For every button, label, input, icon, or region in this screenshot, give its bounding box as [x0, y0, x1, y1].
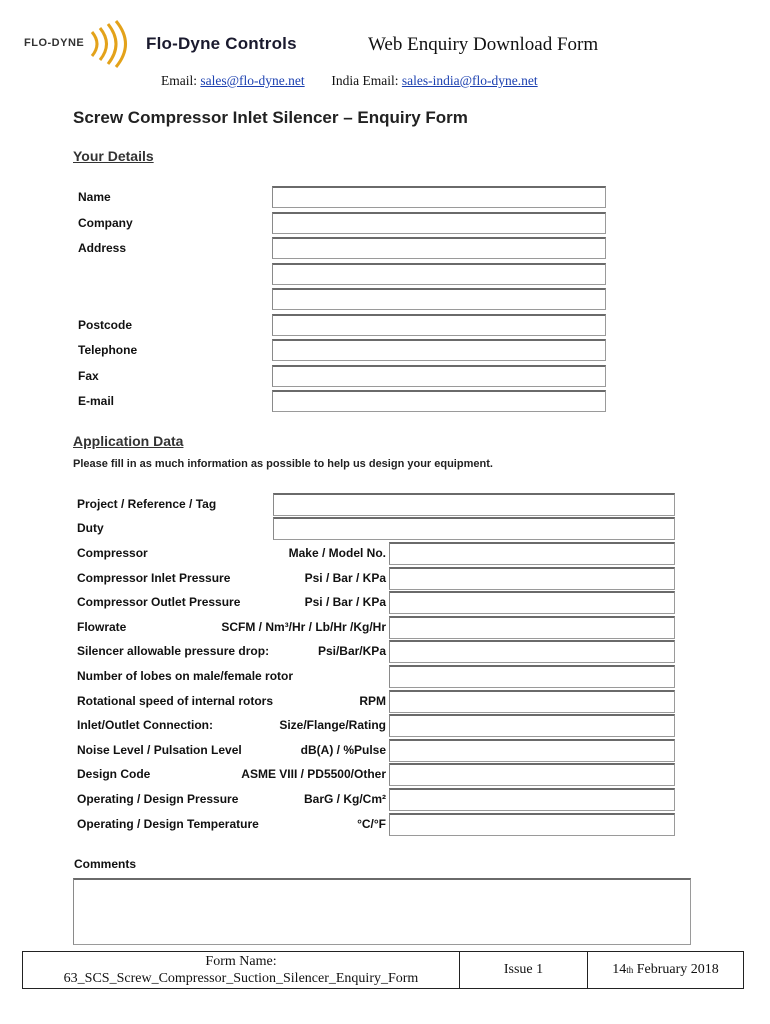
- fax-label: Fax: [78, 369, 99, 383]
- project-input[interactable]: [273, 493, 675, 516]
- telephone-label: Telephone: [78, 343, 138, 357]
- app-row-unit: °C/°F: [357, 817, 386, 831]
- issue-cell: Issue 1: [460, 952, 588, 988]
- email-field-label: E-mail: [78, 394, 115, 408]
- email-input[interactable]: [272, 390, 606, 412]
- app-row-input[interactable]: [389, 665, 675, 688]
- app-row-input[interactable]: [389, 714, 675, 737]
- app-row-input[interactable]: [389, 788, 675, 811]
- app-row-label: Flowrate: [77, 620, 127, 634]
- app-row-unit: RPM: [359, 694, 386, 708]
- address-label: Address: [78, 241, 127, 255]
- app-row-unit: Psi / Bar / KPa: [304, 571, 386, 585]
- app-row-input[interactable]: [389, 690, 675, 713]
- your-details-heading: Your Details: [73, 148, 154, 164]
- app-row-input[interactable]: [389, 591, 675, 614]
- app-row-label: Operating / Design Temperature: [77, 817, 259, 831]
- app-row-input[interactable]: [389, 739, 675, 762]
- app-row-unit: Psi/Bar/KPa: [317, 644, 386, 658]
- app-row-unit: dB(A) / %Pulse: [300, 743, 386, 757]
- address-input-line-3[interactable]: [272, 288, 606, 310]
- date-day: 14: [612, 962, 627, 977]
- app-row-label: Rotational speed of internal rotors: [77, 694, 274, 708]
- brand-name: Flo-Dyne Controls: [146, 34, 297, 53]
- footer-table: [22, 951, 744, 989]
- telephone-input[interactable]: [272, 339, 606, 361]
- application-hint: Please fill in as much information as possible to help us design your equipment.: [73, 458, 493, 470]
- form-name-label: Form Name:: [205, 954, 277, 969]
- india-email-link[interactable]: sales-india@flo-dyne.net: [401, 73, 538, 88]
- app-row-unit: ASME VIII / PD5500/Other: [241, 767, 386, 781]
- postcode-label: Postcode: [78, 318, 133, 332]
- form-name-value: 63_SCS_Screw_Compressor_Suction_Silencer_Enquiry_Form: [63, 971, 419, 986]
- app-row-unit: SCFM / Nm³/Hr / Lb/Hr /Kg/Hr: [221, 620, 386, 634]
- app-row-input[interactable]: [389, 763, 675, 786]
- email-line: [161, 73, 538, 89]
- address-input-line-2[interactable]: [272, 263, 606, 285]
- app-row-label: Design Code: [77, 767, 151, 781]
- form-type-title: Web Enquiry Download Form: [368, 34, 599, 55]
- form-title: Screw Compressor Inlet Silencer – Enquiry Form: [73, 108, 468, 127]
- project-label: Project / Reference / Tag: [77, 497, 217, 511]
- app-row-unit: Psi / Bar / KPa: [304, 595, 386, 609]
- fax-input[interactable]: [272, 365, 606, 387]
- logo-text: FLO-DYNE: [24, 37, 85, 49]
- app-row-input[interactable]: [389, 542, 675, 565]
- date-suffix: th: [626, 965, 634, 975]
- date-month-year: February 2018: [633, 962, 719, 977]
- app-row-label: Compressor Outlet Pressure: [77, 595, 241, 609]
- app-row-input[interactable]: [389, 616, 675, 639]
- app-row-label: Operating / Design Pressure: [77, 792, 239, 806]
- app-row-input[interactable]: [389, 813, 675, 836]
- app-row-unit: Size/Flange/Rating: [279, 718, 386, 732]
- app-row-input[interactable]: [389, 567, 675, 590]
- company-input[interactable]: [272, 212, 606, 234]
- comments-textarea[interactable]: [73, 878, 691, 945]
- app-row-unit: Make / Model No.: [288, 546, 386, 560]
- date-cell: [588, 952, 743, 988]
- form-name-cell: [23, 952, 460, 988]
- app-row-unit: BarG / Kg/Cm²: [303, 792, 386, 806]
- company-label: Company: [78, 216, 133, 230]
- application-data-heading: Application Data: [73, 433, 184, 449]
- name-label: Name: [78, 190, 111, 204]
- postcode-input[interactable]: [272, 314, 606, 336]
- name-input[interactable]: [272, 186, 606, 208]
- address-input-line-1[interactable]: [272, 237, 606, 259]
- duty-label: Duty: [77, 521, 104, 535]
- app-row-label: Number of lobes on male/female rotor: [77, 669, 294, 683]
- app-row-input[interactable]: [389, 640, 675, 663]
- app-row-label: Silencer allowable pressure drop:: [77, 644, 270, 658]
- app-row-label: Compressor: [77, 546, 148, 560]
- sales-email-link[interactable]: sales@flo-dyne.net: [200, 73, 305, 88]
- india-email-label: India Email:: [331, 73, 399, 88]
- app-row-label: Inlet/Outlet Connection:: [77, 718, 213, 732]
- app-row-label: Noise Level / Pulsation Level: [77, 743, 242, 757]
- app-row-label: Compressor Inlet Pressure: [77, 571, 231, 585]
- email-label: Email:: [161, 73, 197, 88]
- comments-label: Comments: [74, 857, 137, 871]
- duty-input[interactable]: [273, 517, 675, 540]
